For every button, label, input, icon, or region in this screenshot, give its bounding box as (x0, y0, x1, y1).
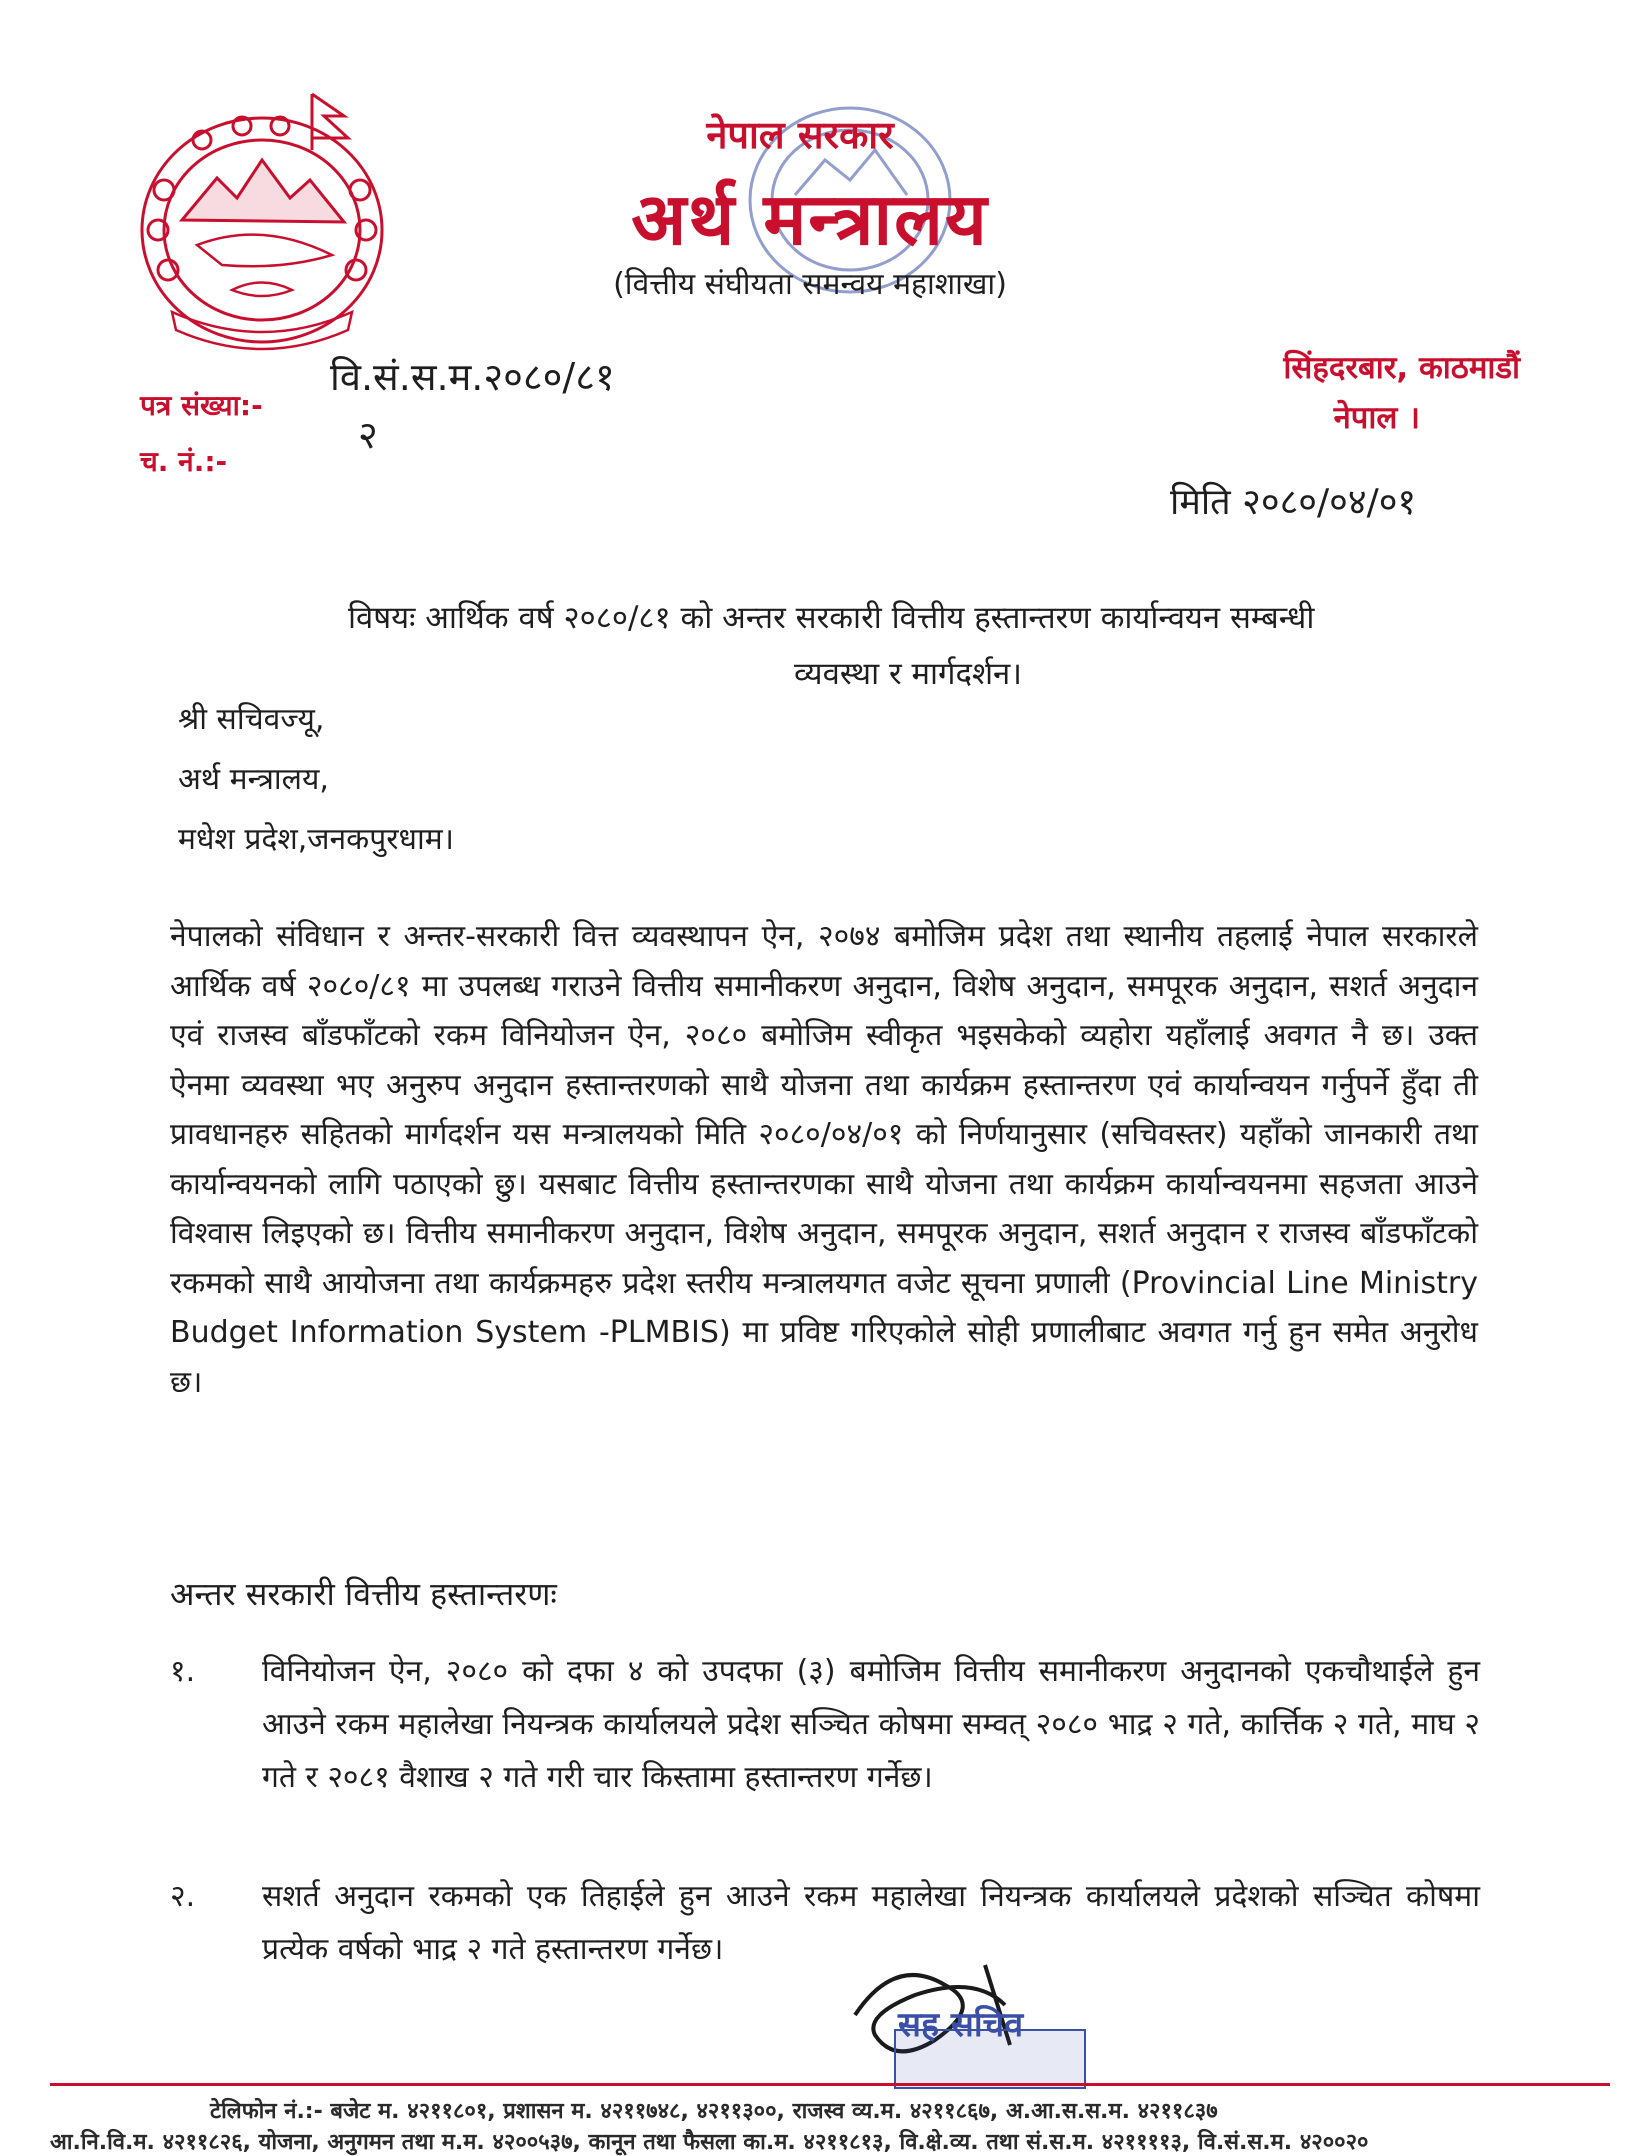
list-item-text: विनियोजन ऐन, २०८० को दफा ४ को उपदफा (३) बमोजिम वित्तीय समानीकरण अनुदानको एकचौथाईले हुन आउने रकम महालेखा नियन्त्रक कार्यालयले प्रदेश सञ्चित कोषमा सम्वत् २०८० भाद्र २ गते, कार्त्तिक २ गते, माघ २ गते र २०८१ वैशाख २ गते गरी चार किस्तामा हस्तान्तरण गर्नेछ। (262, 1654, 1480, 1795)
footer-line2: आ.नि.वि.म. ४२११८२६, योजना, अनुगमन तथा म.म. ४२००५३७, कानून तथा फैसला का.म. ४२११८१३, वि.क्षे.व्य. तथा सं.स.म. ४२११११३, वि.सं.स.म. ४२००२० (50, 2130, 1369, 2155)
list-item (170, 1870, 1480, 1976)
list-item-text: सशर्त अनुदान रकमको एक तिहाईले हुन आउने रकम महालेखा नियन्त्रक कार्यालयले प्रदेशको सञ्चित कोषमा प्रत्येक वर्षको भाद्र २ गते हस्तान्तरण गर्नेछ। (262, 1879, 1480, 1967)
body-paragraph: नेपालको संविधान र अन्तर-सरकारी वित्त व्यवस्थापन ऐन, २०७४ बमोजिम प्रदेश तथा स्थानीय तहलाई नेपाल सरकारले आर्थिक वर्ष २०८०/८१ मा उपलब्ध गराउने वित्तीय समानीकरण अनुदान, विशेष अनुदान, समपूरक अनुदान, सशर्त अनुदान एवं राजस्व बाँडफाँटको रकम विनियोजन ऐन, २०८० बमोजिम स्वीकृत भइसकेको व्यहोरा यहाँलाई अवगत नै छ। उक्त ऐनमा व्यवस्था भए अनुरुप अनुदान हस्तान्तरणको साथै योजना तथा कार्यक्रम हस्तान्तरण एवं कार्यान्वयन गर्नुपर्ने हुँदा ती प्रावधानहरु सहितको मार्गदर्शन यस मन्त्रालयको मिति २०८०/०४/०१ को निर्णयानुसार (सचिवस्तर) यहाँको जानकारी तथा कार्यान्वयनको लागि पठाएको छु। यसबाट वित्तीय हस्तान्तरणका साथै योजना तथा कार्यक्रम कार्यान्वयनमा सहजता आउने विश्वास लिइएको छ। वित्तीय समानीकरण अनुदान, विशेष अनुदान, समपूरक अनुदान, सशर्त अनुदान र राजस्व बाँडफाँटको रकमको साथै आयोजना तथा कार्यक्रमहरु प्रदेश स्तरीय मन्त्रालयगत वजेट सूचना प्रणाली (Provincial Line Ministry Budget Information System -PLMBIS) मा प्रविष्ट गरिएकोले सोही प्रणालीबाट अवगत गर्नु हुन समेत अनुरोध छ। (170, 919, 1478, 1400)
addressee (178, 690, 454, 870)
government-name: नेपाल सरकार (706, 113, 894, 157)
list-item (170, 1645, 1480, 1804)
subject-line1: विषयः आर्थिक वर्ष २०८०/८१ को अन्तर सरकारी वित्तीय हस्तान्तरण कार्यान्वयन सम्बन्धी (348, 600, 1315, 636)
division-name: (वित्तीय संघीयता समन्वय महाशाखा) (613, 267, 1007, 302)
address-line2: नेपाल । (1333, 400, 1420, 436)
footer-divider (50, 2083, 1610, 2086)
list-item-number: १. (170, 1654, 196, 1689)
signature-stamp: सह सचिव (898, 2005, 1024, 2045)
addressee-line3: मधेश प्रदेश,जनकपुरधाम। (178, 822, 455, 857)
addressee-line2: अर्थ मन्त्रालय, (178, 762, 329, 797)
letter-date: मिति २०८०/०४/०१ (1170, 482, 1417, 523)
addressee-line1: श्री सचिवज्यू, (178, 702, 325, 737)
nepal-emblem-seal (112, 80, 412, 360)
subject (348, 590, 1468, 702)
address-line1: सिंहदरबार, काठमाडौं (1283, 350, 1520, 386)
subject-line2: व्यवस्था र मार्गदर्शन। (794, 656, 1022, 692)
ministry-name: अर्थ मन्त्रालय (631, 177, 989, 261)
list-item-number: २. (170, 1879, 196, 1914)
dispatch-label: च. नं.:- (140, 445, 228, 478)
footer-line1: टेलिफोन नं.:- बजेट म. ४२११८०१, प्रशासन म. ४२११७४८, ४२११३००, राजस्व व्य.म. ४२११८६७, अ.आ.स.स.म. ४२११८३७ (210, 2099, 1218, 2124)
section-heading: अन्तर सरकारी वित्तीय हस्तान्तरणः (170, 1575, 557, 1613)
ref-label: पत्र संख्या:- (140, 389, 263, 422)
dispatch-value: २ (358, 413, 378, 457)
ref-value: वि.सं.स.म.२०८०/८१ (330, 355, 615, 399)
